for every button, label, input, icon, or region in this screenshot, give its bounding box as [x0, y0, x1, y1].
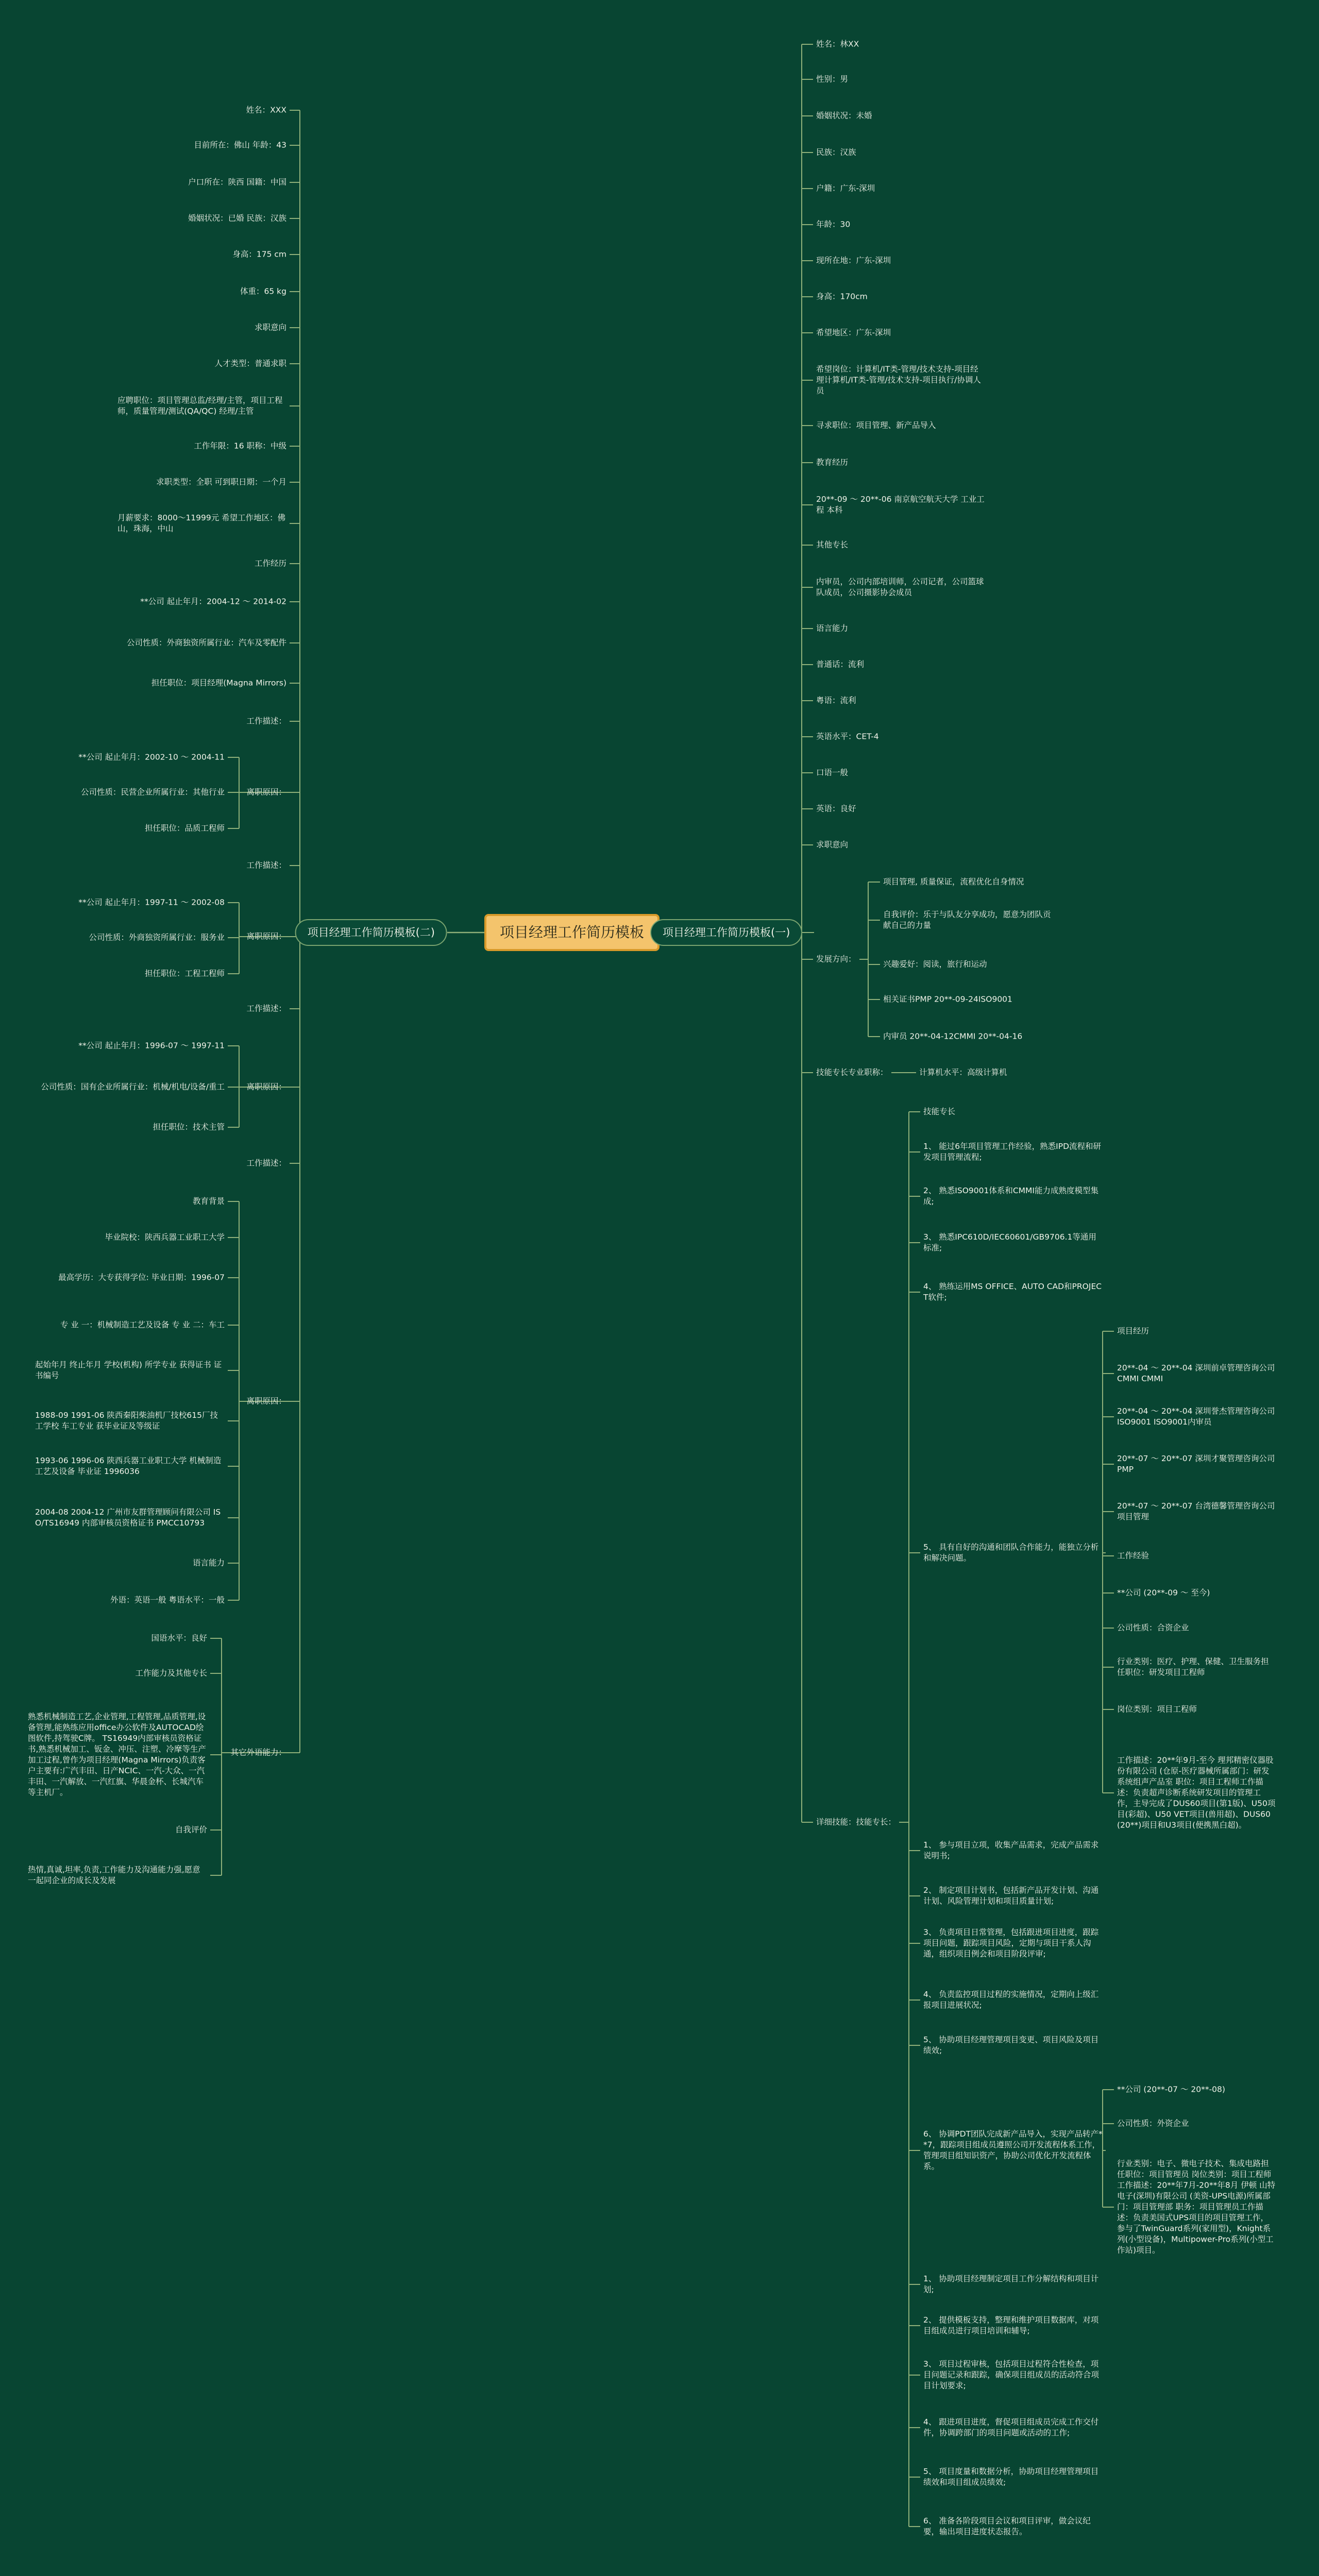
r-item-1[interactable]: 性别：男: [816, 74, 849, 84]
l-item-22[interactable]: 工作描述：: [246, 1158, 286, 1168]
l-item-6[interactable]: 求职意向: [254, 323, 286, 332]
l-item-1[interactable]: 目前所在：佛山 年龄：43: [194, 140, 286, 150]
r-item-19[interactable]: 口语一般: [816, 768, 849, 777]
l-item-21[interactable]: 离职原因：: [246, 1082, 286, 1092]
r-item-7[interactable]: 身高：170cm: [816, 292, 868, 301]
r-item-24[interactable]: 详细技能：技能专长：: [816, 1817, 897, 1827]
company2-item-2[interactable]: 行业类别：电子、微电子技术、集成电路担任职位：项目管理员 岗位类别：项目工程师工作描述：20**年7月-20**年8月 伊顿 山特电子(深圳)有限公司 (美资-UPS电源)所属部门：项目管理部 职务：项目管理员工作描述：负责美国式UPS项目的项目管理工作，参与了TwinGuard系列(家用型)，Knight系列(小型设备)，Multipower-Pro系列(小型工作站)项目。: [1117, 2159, 1276, 2255]
edu-item-5[interactable]: 1988-09 1991-06 陕西秦阳柴油机厂技校615厂技工学校 车工专业 获毕业证及等级证: [35, 1411, 218, 1431]
skill-item-3[interactable]: 3、 熟悉IPC610D/IEC60601/GB9706.1等通用标准;: [923, 1232, 1096, 1252]
project-item-0[interactable]: 项目经历: [1117, 1326, 1149, 1336]
l-item-15[interactable]: 担任职位：项目经理(Magna Mirrors): [151, 678, 286, 688]
company2-item-0[interactable]: **公司 (20**-07 ～ 20**-08): [1117, 2084, 1225, 2094]
r-item-8[interactable]: 希望地区：广东-深圳: [816, 328, 891, 337]
other-item-1[interactable]: 工作能力及其他专长: [135, 1668, 207, 1678]
l-item-10[interactable]: 求职类型：全职 可到职日期：一个月: [156, 477, 286, 487]
l-item-20[interactable]: 工作描述：: [246, 1004, 286, 1013]
l-item-23[interactable]: 离职原因：: [246, 1396, 286, 1406]
resign2-item-0[interactable]: **公司 起止年月：1997-11 ～ 2002-08: [78, 897, 225, 907]
project-item-8[interactable]: 行业类别：医疗、护理、保健、卫生服务担任职位：研发项目工程师: [1117, 1657, 1269, 1677]
root-node[interactable]: 项目经理工作简历模板: [484, 914, 660, 951]
edu-item-0[interactable]: 教育背景: [192, 1196, 225, 1206]
skill-level-item[interactable]: 计算机水平：高级计算机: [919, 1067, 1007, 1077]
project-item-9[interactable]: 岗位类别：项目工程师: [1117, 1704, 1197, 1714]
resign3-item-2[interactable]: 担任职位：技术主管: [153, 1122, 225, 1132]
skill-item-8[interactable]: 3、 负责项目日常管理，包括跟进项目进度，跟踪项目问题，跟踪项目风险，定期与项目干系人沟通，组织项目例会和项目阶段评审;: [923, 1927, 1099, 1959]
skill-item-12[interactable]: 1、 协助项目经理制定项目工作分解结构和项目计划;: [923, 2274, 1099, 2294]
r-item-17[interactable]: 粤语：流利: [816, 696, 856, 705]
r-item-3[interactable]: 民族：汉族: [816, 147, 856, 157]
l-item-24[interactable]: 其它外语能力：: [230, 1748, 286, 1757]
other-item-0[interactable]: 国语水平：良好: [151, 1633, 207, 1643]
skill-item-11[interactable]: 6、 协调PDT团队完成新产品导入，实现产品转产**7，跟踪项目组成员遵照公司开发流程体系工作，管理项目组知识资产，协助公司优化开发流程体系。: [923, 2129, 1103, 2171]
l-item-14[interactable]: 公司性质：外商独资所属行业：汽车及零配件: [126, 638, 286, 648]
r-item-23[interactable]: 技能专长专业职称：: [816, 1067, 888, 1077]
l-item-17[interactable]: 离职原因：: [246, 787, 286, 797]
l-item-19[interactable]: 离职原因：: [246, 931, 286, 941]
r-item-20[interactable]: 英语：良好: [816, 804, 856, 814]
project-item-1[interactable]: 20**-04 ～ 20**-04 深圳前卓管理咨询公司 CMMI CMMI: [1117, 1363, 1275, 1383]
r-item-4[interactable]: 户籍：广东-深圳: [816, 183, 875, 193]
r-item-6[interactable]: 现所在地：广东-深圳: [816, 256, 891, 265]
l-item-3[interactable]: 婚姻状况：已婚 民族：汉族: [188, 213, 286, 223]
l-item-13[interactable]: **公司 起止年月：2004-12 ～ 2014-02: [140, 597, 286, 606]
skill-item-5[interactable]: 5、 具有自好的沟通和团队合作能力，能独立分析和解决问题。: [923, 1543, 1099, 1563]
dev-item-4[interactable]: 内审员 20**-04-12CMMI 20**-04-16: [883, 1031, 1023, 1041]
r-item-10[interactable]: 寻求职位：项目管理、新产品导入: [816, 420, 936, 430]
edu-item-9[interactable]: 外语：英语一般 粤语水平：一般: [110, 1595, 225, 1605]
project-item-6[interactable]: **公司 (20**-09 ～ 至今): [1117, 1588, 1210, 1598]
r-item-11[interactable]: 教育经历: [816, 457, 849, 467]
dev-item-2[interactable]: 兴趣爱好：阅读，旅行和运动: [883, 959, 987, 969]
other-item-4[interactable]: 热情,真诚,坦率,负责,工作能力及沟通能力强,愿意一起同企业的成长及发展: [28, 1865, 200, 1885]
skill-item-0[interactable]: 技能专长: [923, 1107, 956, 1116]
other-item-3[interactable]: 自我评价: [175, 1825, 207, 1835]
l-item-4[interactable]: 身高：175 cm: [232, 249, 286, 259]
dev-item-3[interactable]: 相关证书PMP 20**-09-24ISO9001: [883, 994, 1012, 1004]
skill-item-13[interactable]: 2、 提供模板支持，整理和维护项目数据库，对项目组成员进行项目培训和辅导;: [923, 2315, 1099, 2335]
l-item-12[interactable]: 工作经历: [254, 558, 286, 568]
l-item-8[interactable]: 应聘职位：项目管理总监/经理/主管，项目工程师，质量管理/测试(QA/QC) 经理/主管: [117, 396, 283, 416]
skill-item-7[interactable]: 2、 制定项目计划书，包括新产品开发计划、沟通计划、风险管理计划和项目质量计划;: [923, 1886, 1099, 1906]
skill-item-1[interactable]: 1、 能过6年项目管理工作经验，熟悉IPD流程和研发项目管理流程;: [923, 1142, 1102, 1162]
other-item-2[interactable]: 熟悉机械制造工艺,企业管理,工程管理,品质管理,设备管理,能熟练应用office办公软件及AUTOCAD绘图软件,持驾驶C牌。 TS16949内部审核员资格证书,熟悉机械加工、钣金、冲压、注塑、冷摩等生产加工过程,曾作为项目经理(Magna Mirrors)负责客户主要有:广汽丰田、日产NCIC、一汽-大众、一汽丰田、一汽解放、一汽红旗、华晨金杯、长城汽车等主机厂。: [28, 1712, 206, 1797]
l-item-5[interactable]: 体重：65 kg: [240, 286, 286, 296]
r-item-15[interactable]: 语言能力: [816, 623, 849, 633]
company2-item-1[interactable]: 公司性质：外资企业: [1117, 2119, 1189, 2128]
r-item-22[interactable]: 发展方向：: [816, 954, 856, 964]
l-item-2[interactable]: 户口所在：陕西 国籍：中国: [188, 177, 286, 187]
r-item-5[interactable]: 年龄：30: [816, 219, 851, 229]
l-item-11[interactable]: 月薪要求：8000～11999元 希望工作地区：佛山，珠海，中山: [117, 513, 286, 533]
edu-item-1[interactable]: 毕业院校：陕西兵器工业职工大学: [105, 1232, 225, 1242]
project-item-3[interactable]: 20**-07 ～ 20**-07 深圳才聚管理咨询公司 PMP: [1117, 1454, 1275, 1474]
r-item-16[interactable]: 普通话：流利: [816, 659, 865, 669]
skill-item-16[interactable]: 5、 项目度量和数据分析，协助项目经理管理项目绩效和项目组成员绩效;: [923, 2467, 1099, 2487]
branch-resume-one[interactable]: 项目经理工作简历模板(一): [650, 919, 802, 946]
resign2-item-1[interactable]: 公司性质：外商独资所属行业：服务业: [89, 933, 225, 942]
r-item-21[interactable]: 求职意向: [816, 840, 849, 850]
resign3-item-1[interactable]: 公司性质：国有企业所属行业：机械/机电/设备/重工: [41, 1082, 225, 1092]
l-item-18[interactable]: 工作描述：: [246, 860, 286, 870]
skill-item-4[interactable]: 4、 熟练运用MS OFFICE、AUTO CAD和PROJECT软件;: [923, 1282, 1102, 1302]
skill-item-6[interactable]: 1、 参与项目立项，收集产品需求，完成产品需求说明书;: [923, 1840, 1099, 1860]
project-item-2[interactable]: 20**-04 ～ 20**-04 深圳誉杰管理咨询公司 ISO9001 ISO9001内审员: [1117, 1406, 1275, 1427]
l-item-7[interactable]: 人才类型：普通求职: [214, 359, 286, 368]
skill-item-17[interactable]: 6、 准备各阶段项目会议和项目评审，做会议纪要，输出项目进度状态报告。: [923, 2516, 1091, 2536]
r-item-13[interactable]: 其他专长: [816, 540, 849, 550]
resign2-item-2[interactable]: 担任职位：工程工程师: [144, 969, 225, 978]
edu-item-7[interactable]: 2004-08 2004-12 广州市友群管理顾问有限公司 ISO/TS16949 内部审核员资格证书 PMCC10793: [35, 1507, 221, 1528]
resign1-item-0[interactable]: **公司 起止年月：2002-10 ～ 2004-11: [78, 752, 225, 762]
resign1-item-2[interactable]: 担任职位：品质工程师: [144, 823, 225, 833]
r-item-2[interactable]: 婚姻状况：未婚: [816, 111, 872, 121]
project-item-4[interactable]: 20**-07 ～ 20**-07 台湾德馨管理咨询公司 项目管理: [1117, 1501, 1275, 1521]
l-item-9[interactable]: 工作年限：16 职称：中级: [194, 441, 286, 451]
skill-item-14[interactable]: 3、 项目过程审核，包括项目过程符合性检查，项目问题记录和跟踪，确保项目组成员的活动符合项目计划要求;: [923, 2359, 1100, 2391]
skill-item-15[interactable]: 4、 跟进项目进度，督促项目组成员完成工作交付件，协调跨部门的项目问题或活动的工作;: [923, 2417, 1099, 2437]
skill-item-2[interactable]: 2、 熟悉ISO9001体系和CMMI能力成熟度模型集成;: [923, 1186, 1098, 1206]
r-item-12[interactable]: 20**-09 ～ 20**-06 南京航空航天大学 工业工程 本科: [816, 495, 985, 515]
l-item-0[interactable]: 姓名：XXX: [246, 105, 286, 115]
l-item-16[interactable]: 工作描述：: [246, 716, 286, 726]
dev-item-1[interactable]: 自我评价：乐于与队友分享成功，愿意为团队贡献自己的力量: [883, 910, 1051, 930]
project-item-10[interactable]: 工作描述：20**年9月-至今 理邦精密仪器股份有限公司 (仓原-医疗器械所属部门：研发系统组声产品室 职位：项目工程师工作描述：负责超声诊断系统研发项目的管理工作，主导完成了DUS60项目(第1版)、U50项目(彩超)、U50 VET项目(兽用超)、DUS60(20**)项目和U3项目(便携黑白超)。: [1117, 1755, 1276, 1830]
r-item-9[interactable]: 希望岗位：计算机/IT类-管理/技术支持-项目经理计算机/IT类-管理/技术支持-项目执行/协调人员: [816, 364, 981, 396]
edu-item-8[interactable]: 语言能力: [192, 1558, 225, 1568]
resign1-item-1[interactable]: 公司性质：民营企业所属行业：其他行业: [80, 787, 225, 797]
project-item-7[interactable]: 公司性质：合资企业: [1117, 1623, 1189, 1633]
r-item-0[interactable]: 姓名：林XX: [816, 39, 859, 49]
edu-item-2[interactable]: 最高学历：大专获得学位: 毕业日期：1996-07: [58, 1273, 225, 1282]
branch-resume-two[interactable]: 项目经理工作简历模板(二): [295, 919, 447, 946]
resign3-item-0[interactable]: **公司 起止年月：1996-07 ～ 1997-11: [78, 1041, 225, 1050]
edu-item-3[interactable]: 专 业 一：机械制造工艺及设备 专 业 二：车工: [60, 1320, 225, 1330]
edu-item-4[interactable]: 起始年月 终止年月 学校(机构) 所学专业 获得证书 证书编号: [35, 1360, 222, 1380]
dev-item-0[interactable]: 项目管理, 质量保证，流程优化自身情况: [883, 877, 1024, 887]
skill-item-10[interactable]: 5、 协助项目经理管理项目变更、项目风险及项目绩效;: [923, 2035, 1099, 2055]
r-item-18[interactable]: 英语水平：CET-4: [816, 732, 879, 741]
r-item-14[interactable]: 内审员，公司内部培训师，公司记者，公司篮球队成员，公司摄影协会成员: [816, 577, 984, 597]
skill-item-9[interactable]: 4、 负责监控项目过程的实施情况，定期向上级汇报项目进展状况;: [923, 1990, 1099, 2010]
edu-item-6[interactable]: 1993-06 1996-06 陕西兵器工业职工大学 机械制造工艺及设备 毕业证 1996036: [35, 1456, 222, 1476]
project-item-5[interactable]: 工作经验: [1117, 1551, 1149, 1561]
